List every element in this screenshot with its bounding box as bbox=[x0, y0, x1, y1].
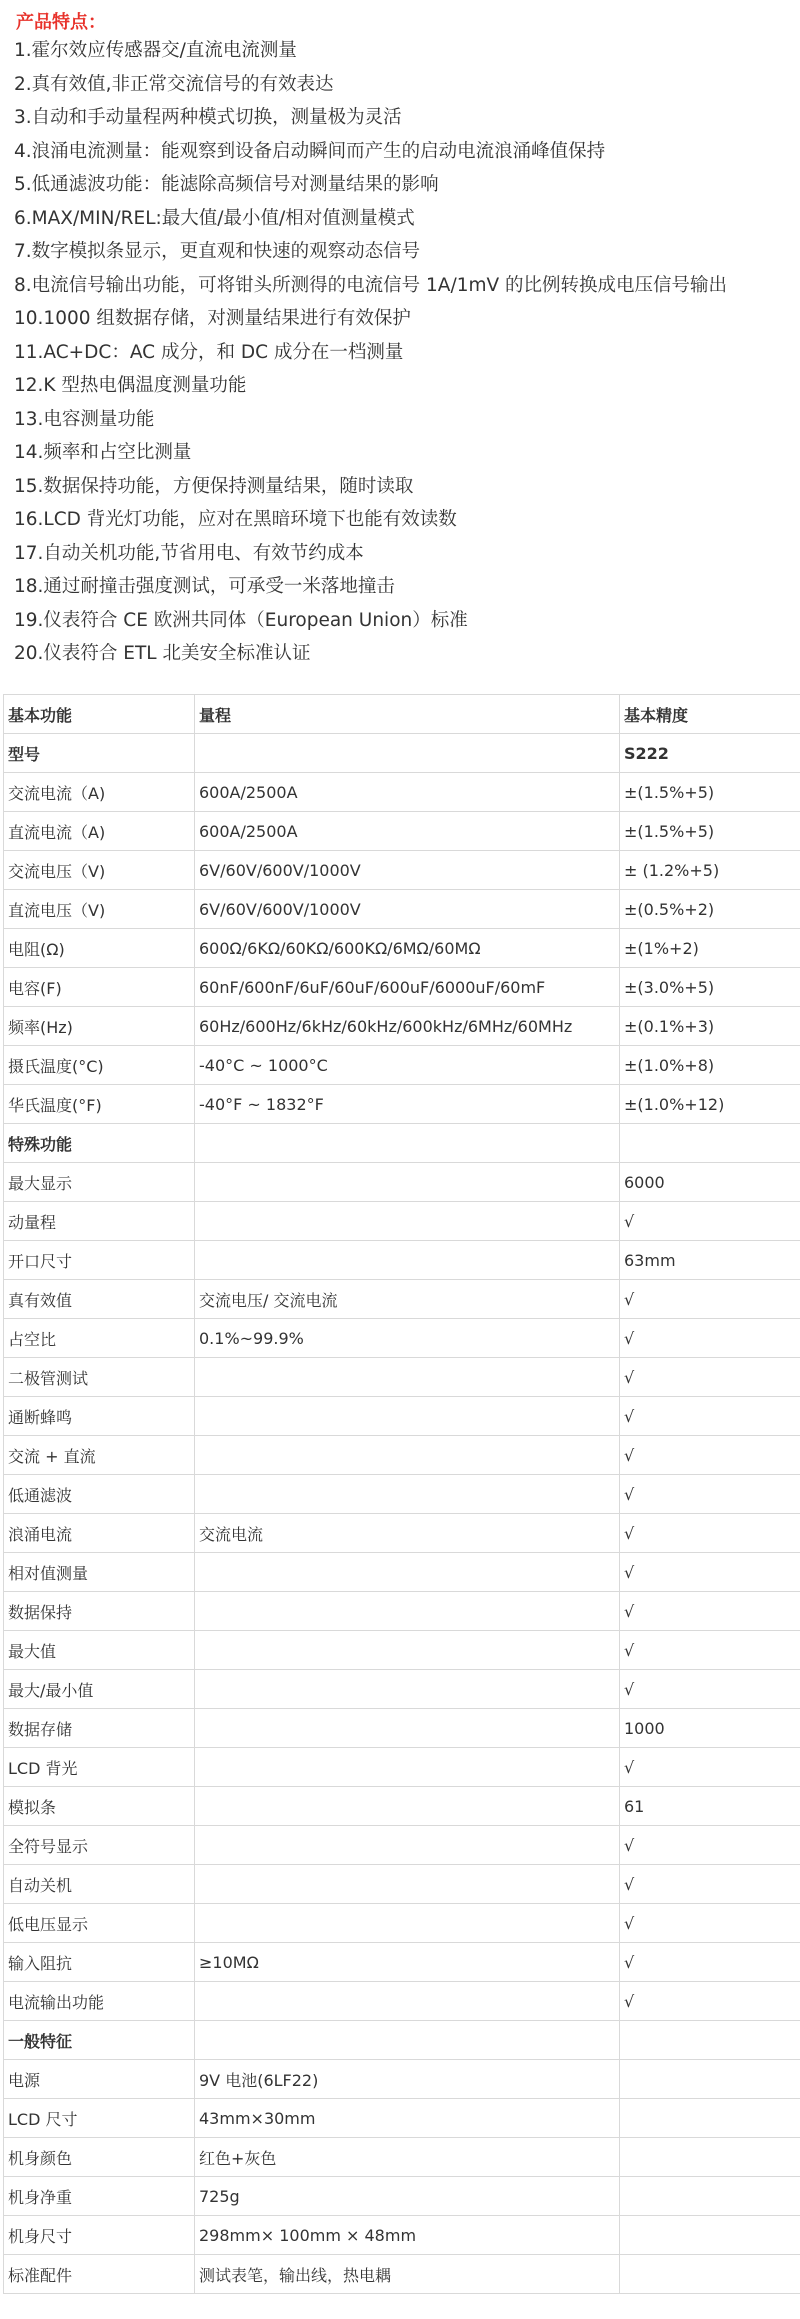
table-cell-c1: 交流电压（V) bbox=[4, 851, 195, 890]
table-row bbox=[4, 1163, 800, 1202]
table-cell-c3: 61 bbox=[620, 1787, 800, 1826]
table-row bbox=[4, 2177, 800, 2216]
table-cell-c1: 直流电流（A) bbox=[4, 812, 195, 851]
table-cell-c1: 机身颜色 bbox=[4, 2138, 195, 2177]
table-cell-c3: S222 bbox=[620, 734, 800, 773]
table-row bbox=[4, 851, 800, 890]
table-cell-c1: 真有效值 bbox=[4, 1280, 195, 1319]
table-header-row bbox=[4, 734, 800, 773]
table-row bbox=[4, 1397, 800, 1436]
table-cell-c1: 二极管测试 bbox=[4, 1358, 195, 1397]
table-cell-c2: -40°F ~ 1832°F bbox=[195, 1085, 620, 1124]
table-cell-c2: 测试表笔，输出线，热电耦 bbox=[195, 2255, 620, 2294]
table-cell-c2: 9V 电池(6LF22) bbox=[195, 2060, 620, 2099]
table-cell-c2: 交流电流 bbox=[195, 1514, 620, 1553]
table-cell-c2 bbox=[195, 1826, 620, 1865]
table-cell-c3: √ bbox=[620, 1982, 800, 2021]
table-row bbox=[4, 1748, 800, 1787]
feature-item: 14.频率和占空比测量 bbox=[14, 442, 192, 463]
table-row bbox=[4, 1787, 800, 1826]
table-cell-c3: 6000 bbox=[620, 1163, 800, 1202]
table-cell-c3: √ bbox=[620, 1514, 800, 1553]
table-cell-c3: ±(1.5%+5) bbox=[620, 812, 800, 851]
table-cell-c3: √ bbox=[620, 1826, 800, 1865]
table-cell-c2 bbox=[195, 1670, 620, 1709]
feature-item: 20.仪表符合 ETL 北美安全标准认证 bbox=[14, 643, 311, 664]
feature-item: 16.LCD 背光灯功能，应对在黑暗环境下也能有效读数 bbox=[14, 509, 457, 530]
table-cell-c3: ±(0.1%+3) bbox=[620, 1007, 800, 1046]
feature-item: 1.霍尔效应传感器交/直流电流测量 bbox=[14, 40, 297, 61]
table-cell-c3: √ bbox=[620, 1943, 800, 1982]
table-cell-c3: ±(1%+2) bbox=[620, 929, 800, 968]
table-cell-c3: √ bbox=[620, 1202, 800, 1241]
table-cell-c1: 数据存储 bbox=[4, 1709, 195, 1748]
table-row bbox=[4, 1241, 800, 1280]
table-cell-c3: ±(1.5%+5) bbox=[620, 773, 800, 812]
table-cell-c3: √ bbox=[620, 1475, 800, 1514]
table-cell-c2: 6V/60V/600V/1000V bbox=[195, 851, 620, 890]
table-cell-c3: ±(3.0%+5) bbox=[620, 968, 800, 1007]
table-row bbox=[4, 1553, 800, 1592]
table-row bbox=[4, 1943, 800, 1982]
table-cell-c1: 交流电流（A) bbox=[4, 773, 195, 812]
table-cell-c2: 600Ω/6KΩ/60KΩ/600KΩ/6MΩ/60MΩ bbox=[195, 929, 620, 968]
table-cell-c2: 交流电压/ 交流电流 bbox=[195, 1280, 620, 1319]
table-cell-c1: 低通滤波 bbox=[4, 1475, 195, 1514]
spec-table bbox=[3, 694, 800, 2294]
table-cell-c3: √ bbox=[620, 1358, 800, 1397]
table-cell-c3 bbox=[620, 2099, 800, 2138]
table-row bbox=[4, 929, 800, 968]
table-header-row bbox=[4, 695, 800, 734]
table-cell-c2 bbox=[195, 1904, 620, 1943]
table-cell-c2: 600A/2500A bbox=[195, 812, 620, 851]
table-cell-c3: √ bbox=[620, 1865, 800, 1904]
table-cell-c3: √ bbox=[620, 1592, 800, 1631]
table-cell-c2: -40°C ~ 1000°C bbox=[195, 1046, 620, 1085]
table-cell-c1: 频率(Hz) bbox=[4, 1007, 195, 1046]
table-cell-c1: 电流输出功能 bbox=[4, 1982, 195, 2021]
table-cell-c2 bbox=[195, 1124, 620, 1163]
table-row bbox=[4, 1514, 800, 1553]
product-page bbox=[14, 0, 800, 671]
table-cell-c2: 6V/60V/600V/1000V bbox=[195, 890, 620, 929]
table-cell-c1: 数据保持 bbox=[4, 1592, 195, 1631]
table-cell-c2 bbox=[195, 1163, 620, 1202]
table-cell-c1: 华氏温度(°F) bbox=[4, 1085, 195, 1124]
table-row bbox=[4, 1046, 800, 1085]
table-cell-c2 bbox=[195, 1865, 620, 1904]
table-cell-c2 bbox=[195, 1553, 620, 1592]
table-row bbox=[4, 890, 800, 929]
table-cell-c1: 自动关机 bbox=[4, 1865, 195, 1904]
table-cell-c2 bbox=[195, 1475, 620, 1514]
section-title: 产品特点： bbox=[16, 12, 106, 33]
table-cell-c2 bbox=[195, 734, 620, 773]
feature-item: 5.低通滤波功能：能滤除高频信号对测量结果的影响 bbox=[14, 174, 439, 195]
table-cell-c1: 浪涌电流 bbox=[4, 1514, 195, 1553]
table-cell-c1: 低电压显示 bbox=[4, 1904, 195, 1943]
table-row bbox=[4, 1085, 800, 1124]
table-cell-c3: √ bbox=[620, 1280, 800, 1319]
table-cell-c2 bbox=[195, 1436, 620, 1475]
table-cell-c3: √ bbox=[620, 1670, 800, 1709]
table-cell-c3 bbox=[620, 2216, 800, 2255]
table-row bbox=[4, 968, 800, 1007]
feature-item: 4.浪涌电流测量：能观察到设备启动瞬间而产生的启动电流浪涌峰值保持 bbox=[14, 140, 606, 162]
table-cell-c2: 298mm× 100mm × 48mm bbox=[195, 2216, 620, 2255]
table-cell-c1: 机身尺寸 bbox=[4, 2216, 195, 2255]
table-row bbox=[4, 1982, 800, 2021]
table-cell-c2 bbox=[195, 2021, 620, 2060]
feature-item: 15.数据保持功能，方便保持测量结果，随时读取 bbox=[14, 475, 414, 497]
table-cell-c2: 0.1%~99.9% bbox=[195, 1319, 620, 1358]
table-cell-c2 bbox=[195, 1748, 620, 1787]
table-row bbox=[4, 812, 800, 851]
feature-item: 17.自动关机功能,节省用电、有效节约成本 bbox=[14, 542, 364, 564]
table-cell-c2 bbox=[195, 1202, 620, 1241]
feature-item: 12.K 型热电偶温度测量功能 bbox=[14, 375, 247, 396]
feature-list bbox=[14, 34, 800, 671]
table-row bbox=[4, 1436, 800, 1475]
feature-item: 3.自动和手动量程两种模式切换，测量极为灵活 bbox=[14, 107, 402, 128]
table-cell-c1: 一般特征 bbox=[4, 2021, 195, 2060]
table-cell-c1: 基本功能 bbox=[4, 695, 195, 734]
table-cell-c3: √ bbox=[620, 1319, 800, 1358]
table-cell-c2 bbox=[195, 1982, 620, 2021]
table-cell-c1: 全符号显示 bbox=[4, 1826, 195, 1865]
feature-item: 10.1000 组数据存储，对测量结果进行有效保护 bbox=[14, 308, 411, 329]
table-cell-c2: ≥10MΩ bbox=[195, 1943, 620, 1982]
table-cell-c2: 60Hz/600Hz/6kHz/60kHz/600kHz/6MHz/60MHz bbox=[195, 1007, 620, 1046]
table-cell-c3 bbox=[620, 2138, 800, 2177]
table-cell-c3 bbox=[620, 2021, 800, 2060]
table-cell-c3 bbox=[620, 1124, 800, 1163]
table-cell-c1: 开口尺寸 bbox=[4, 1241, 195, 1280]
table-cell-c1: 电阻(Ω) bbox=[4, 929, 195, 968]
feature-item: 2.真有效值,非正常交流信号的有效表达 bbox=[14, 73, 334, 95]
table-cell-c2: 红色+灰色 bbox=[195, 2138, 620, 2177]
table-cell-c3: √ bbox=[620, 1553, 800, 1592]
table-cell-c2 bbox=[195, 1358, 620, 1397]
table-cell-c2 bbox=[195, 1709, 620, 1748]
table-cell-c1: 占空比 bbox=[4, 1319, 195, 1358]
table-cell-c1: 交流 + 直流 bbox=[4, 1436, 195, 1475]
table-cell-c2: 725g bbox=[195, 2177, 620, 2216]
table-cell-c3: ±(1.0%+12) bbox=[620, 1085, 800, 1124]
table-cell-c3: √ bbox=[620, 1436, 800, 1475]
table-cell-c2 bbox=[195, 1241, 620, 1280]
table-cell-c1: LCD 尺寸 bbox=[4, 2099, 195, 2138]
table-row bbox=[4, 2138, 800, 2177]
feature-item: 6.MAX/MIN/REL:最大值/最小值/相对值测量模式 bbox=[14, 207, 415, 229]
table-cell-c1: 型号 bbox=[4, 734, 195, 773]
table-cell-c2: 60nF/600nF/6uF/60uF/600uF/6000uF/60mF bbox=[195, 968, 620, 1007]
table-cell-c1: LCD 背光 bbox=[4, 1748, 195, 1787]
table-row bbox=[4, 1709, 800, 1748]
table-cell-c3: 基本精度 bbox=[620, 695, 800, 734]
table-cell-c2 bbox=[195, 1787, 620, 1826]
table-cell-c1: 最大显示 bbox=[4, 1163, 195, 1202]
table-row bbox=[4, 2216, 800, 2255]
feature-item: 19.仪表符合 CE 欧洲共同体（European Union）标准 bbox=[14, 609, 468, 631]
table-cell-c1: 电源 bbox=[4, 2060, 195, 2099]
table-header-row bbox=[4, 1124, 800, 1163]
table-row bbox=[4, 1358, 800, 1397]
table-cell-c3: ±(1.0%+8) bbox=[620, 1046, 800, 1085]
feature-item: 18.通过耐撞击强度测试，可承受一米落地撞击 bbox=[14, 576, 395, 597]
table-cell-c3: √ bbox=[620, 1397, 800, 1436]
table-cell-c1: 动量程 bbox=[4, 1202, 195, 1241]
table-row bbox=[4, 1826, 800, 1865]
table-cell-c1: 电容(F) bbox=[4, 968, 195, 1007]
table-cell-c1: 最大值 bbox=[4, 1631, 195, 1670]
table-cell-c2 bbox=[195, 1631, 620, 1670]
table-row bbox=[4, 2255, 800, 2294]
table-cell-c2: 600A/2500A bbox=[195, 773, 620, 812]
feature-item: 7.数字模拟条显示，更直观和快速的观察动态信号 bbox=[14, 241, 421, 262]
feature-item: 13.电容测量功能 bbox=[14, 408, 155, 430]
feature-item: 8.电流信号输出功能，可将钳头所测得的电流信号 1A/1mV 的比例转换成电压信号输出 bbox=[14, 274, 728, 296]
table-row bbox=[4, 1475, 800, 1514]
table-cell-c3 bbox=[620, 2177, 800, 2216]
table-cell-c3: √ bbox=[620, 1748, 800, 1787]
table-cell-c2: 量程 bbox=[195, 695, 620, 734]
table-cell-c2 bbox=[195, 1397, 620, 1436]
table-row bbox=[4, 1670, 800, 1709]
table-cell-c2 bbox=[195, 1592, 620, 1631]
table-row bbox=[4, 1865, 800, 1904]
table-cell-c1: 最大/最小值 bbox=[4, 1670, 195, 1709]
table-cell-c1: 相对值测量 bbox=[4, 1553, 195, 1592]
table-row bbox=[4, 1904, 800, 1943]
table-cell-c1: 特殊功能 bbox=[4, 1124, 195, 1163]
table-cell-c1: 机身净重 bbox=[4, 2177, 195, 2216]
table-cell-c3 bbox=[620, 2255, 800, 2294]
table-row bbox=[4, 2060, 800, 2099]
table-cell-c3: ± (1.2%+5) bbox=[620, 851, 800, 890]
table-row bbox=[4, 2099, 800, 2138]
table-cell-c1: 摄氏温度(°C) bbox=[4, 1046, 195, 1085]
table-cell-c3: √ bbox=[620, 1904, 800, 1943]
table-cell-c1: 直流电压（V) bbox=[4, 890, 195, 929]
table-cell-c1: 模拟条 bbox=[4, 1787, 195, 1826]
table-row bbox=[4, 773, 800, 812]
feature-item: 11.AC+DC：AC 成分，和 DC 成分在一档测量 bbox=[14, 341, 404, 363]
table-row bbox=[4, 1280, 800, 1319]
table-cell-c3: 1000 bbox=[620, 1709, 800, 1748]
table-cell-c1: 通断蜂鸣 bbox=[4, 1397, 195, 1436]
table-cell-c3: √ bbox=[620, 1631, 800, 1670]
table-cell-c1: 标准配件 bbox=[4, 2255, 195, 2294]
table-row bbox=[4, 1007, 800, 1046]
table-row bbox=[4, 1592, 800, 1631]
table-cell-c1: 输入阻抗 bbox=[4, 1943, 195, 1982]
table-row bbox=[4, 1631, 800, 1670]
table-row bbox=[4, 1319, 800, 1358]
table-cell-c3: ±(0.5%+2) bbox=[620, 890, 800, 929]
table-row bbox=[4, 1202, 800, 1241]
table-cell-c3 bbox=[620, 2060, 800, 2099]
table-header-row bbox=[4, 2021, 800, 2060]
table-cell-c3: 63mm bbox=[620, 1241, 800, 1280]
table-cell-c2: 43mm×30mm bbox=[195, 2099, 620, 2138]
